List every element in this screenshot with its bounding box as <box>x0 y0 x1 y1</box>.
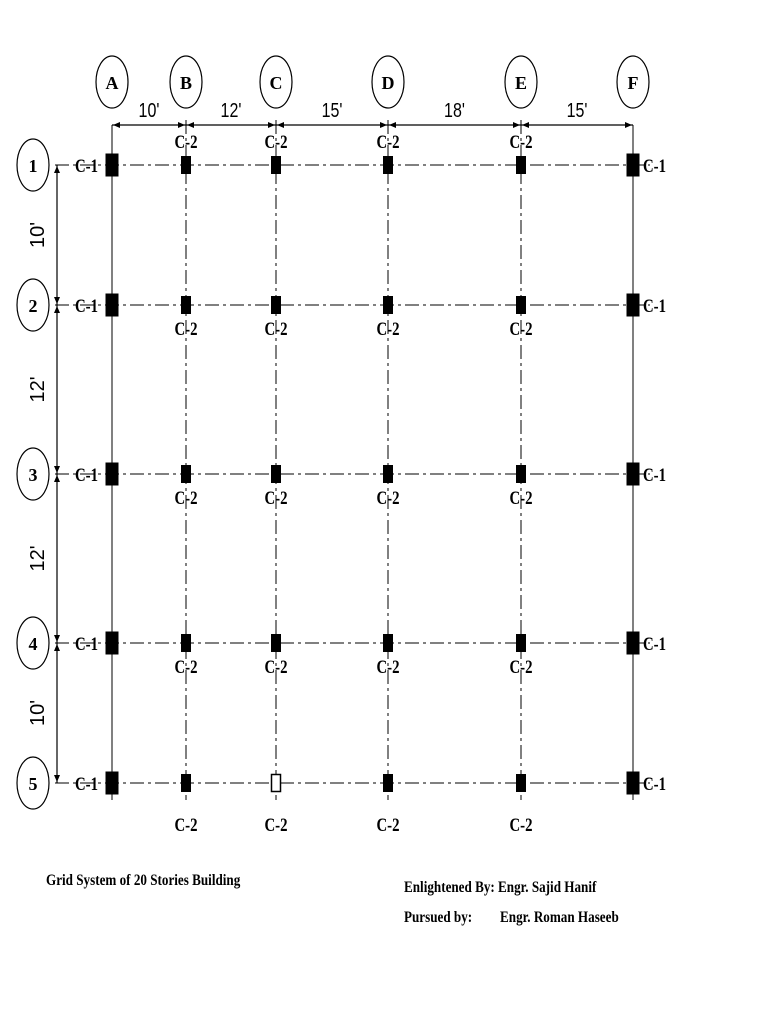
grid-bubble-label-E: E <box>514 73 528 93</box>
arrowhead <box>513 122 520 128</box>
dimension-label-E-F: 15' <box>566 99 588 122</box>
credit-pursued-by <box>404 909 619 927</box>
column-B4 <box>182 635 191 652</box>
grid-bubble-label-F: F <box>627 73 639 93</box>
arrowhead <box>54 166 60 173</box>
arrowhead <box>277 122 284 128</box>
column-label-F1: C-1 <box>643 155 667 177</box>
arrowhead <box>54 635 60 642</box>
grid-bubble-label-4: 4 <box>28 634 38 654</box>
column-label-C3: C-2 <box>264 487 288 509</box>
arrowhead <box>54 466 60 473</box>
column-label-E3: C-2 <box>509 487 533 509</box>
arrowhead <box>522 122 529 128</box>
arrowhead <box>54 644 60 651</box>
credit-pursued-label: Pursued by: <box>404 909 473 926</box>
column-label-B3: C-2 <box>174 487 198 509</box>
column-label-F4: C-1 <box>643 633 667 655</box>
column-B1 <box>182 157 191 174</box>
column-label-A3: C-1 <box>74 464 98 486</box>
grid-lines <box>55 120 650 800</box>
column-F4 <box>627 632 639 654</box>
dimension-lines <box>27 99 633 783</box>
column-label-D1: C-2 <box>376 131 400 153</box>
column-C2 <box>272 297 281 314</box>
grid-bubble-label-D: D <box>381 73 395 93</box>
column-F5 <box>627 772 639 794</box>
column-B2 <box>182 297 191 314</box>
grid-bubble-label-A: A <box>105 73 119 93</box>
column-label-C4: C-2 <box>264 656 288 678</box>
arrowhead <box>268 122 275 128</box>
column-label-E4: C-2 <box>509 656 533 678</box>
column-C3 <box>272 466 281 483</box>
grid-bubble-label-2: 2 <box>28 296 38 316</box>
column-A2 <box>106 294 118 316</box>
column-D2 <box>384 297 393 314</box>
drawing-title: Grid System of 20 Stories Building <box>46 872 241 889</box>
column-label-C2: C-2 <box>264 318 288 340</box>
credit-pursued-name: Engr. Roman Haseeb <box>500 909 619 926</box>
grid-bubble-label-3: 3 <box>28 465 38 485</box>
column-label-C1: C-2 <box>264 131 288 153</box>
column-C5 <box>272 775 281 792</box>
column-E2 <box>517 297 526 314</box>
arrowhead <box>187 122 194 128</box>
arrowhead <box>54 306 60 313</box>
arrowhead <box>380 122 387 128</box>
grid-bubble-label-1: 1 <box>28 156 38 176</box>
grid-bubble-label-C: C <box>269 73 283 93</box>
column-label-B4: C-2 <box>174 656 198 678</box>
dimension-label-B-C: 12' <box>220 99 242 122</box>
column-C1 <box>272 157 281 174</box>
arrowhead <box>54 775 60 782</box>
column-E1 <box>517 157 526 174</box>
column-label-A1: C-1 <box>74 155 98 177</box>
dimension-label-C-D: 15' <box>321 99 343 122</box>
column-label-D2: C-2 <box>376 318 400 340</box>
column-D1 <box>384 157 393 174</box>
dimension-label-4-5: 10' <box>27 699 49 727</box>
arrowhead <box>389 122 396 128</box>
arrowhead <box>113 122 120 128</box>
column-label-A5: C-1 <box>74 773 98 795</box>
arrowhead <box>178 122 185 128</box>
column-label-D3: C-2 <box>376 487 400 509</box>
dimension-label-1-2: 10' <box>27 221 49 249</box>
grid-bubble-label-5: 5 <box>28 774 38 794</box>
column-D5 <box>384 775 393 792</box>
column-D4 <box>384 635 393 652</box>
column-label-B1: C-2 <box>174 131 198 153</box>
column-C4 <box>272 635 281 652</box>
column-F1 <box>627 154 639 176</box>
column-label-D5: C-2 <box>376 814 400 836</box>
column-label-B5: C-2 <box>174 814 198 836</box>
column-label-A2: C-1 <box>74 295 98 317</box>
column-type-labels <box>75 131 666 835</box>
column-label-E5: C-2 <box>509 814 533 836</box>
column-B3 <box>182 466 191 483</box>
dimension-label-D-E: 18' <box>444 99 465 122</box>
grid-bubble-label-B: B <box>179 73 193 93</box>
column-label-C5: C-2 <box>264 814 288 836</box>
column-label-F3: C-1 <box>643 464 667 486</box>
column-E5 <box>517 775 526 792</box>
credit-enlightened-by: Enlightened By: Engr. Sajid Hanif <box>404 879 597 896</box>
column-label-B2: C-2 <box>174 318 198 340</box>
column-E3 <box>517 466 526 483</box>
arrowhead <box>54 297 60 304</box>
column-D3 <box>384 466 393 483</box>
column-A4 <box>106 632 118 654</box>
column-label-A4: C-1 <box>74 633 98 655</box>
arrowhead <box>625 122 632 128</box>
column-label-E1: C-2 <box>509 131 533 153</box>
column-A3 <box>106 463 118 485</box>
column-F3 <box>627 463 639 485</box>
column-E4 <box>517 635 526 652</box>
column-B5 <box>182 775 191 792</box>
column-A5 <box>106 772 118 794</box>
column-label-F5: C-1 <box>643 773 667 795</box>
dimension-label-3-4: 12' <box>27 545 49 572</box>
column-F2 <box>627 294 639 316</box>
dimension-label-2-3: 12' <box>27 376 49 403</box>
arrowhead <box>54 475 60 482</box>
column-label-F2: C-1 <box>643 295 667 317</box>
dimension-label-A-B: 10' <box>138 99 160 122</box>
column-label-E2: C-2 <box>509 318 533 340</box>
column-label-D4: C-2 <box>376 656 400 678</box>
column-A1 <box>106 154 118 176</box>
